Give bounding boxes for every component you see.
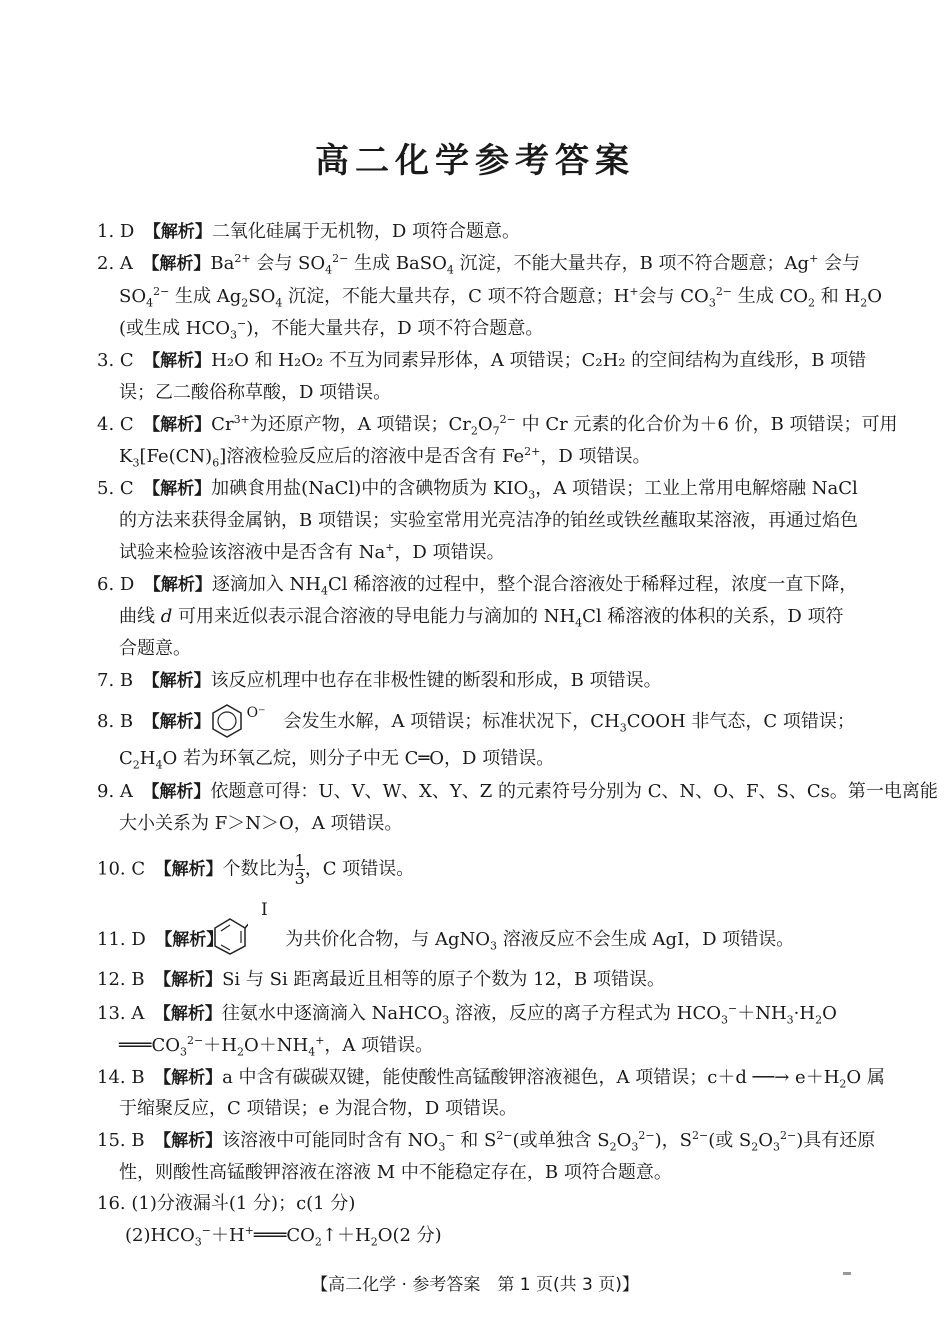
answer-10: 10. C 【解析】个数比为 $\frac{1}{3}$ ，C 项错误。 [97, 851, 415, 888]
answer-1: 1. D 【解析】二氧化硅属于无机物，D 项符合题意。 [97, 221, 520, 242]
answer-16-line-2: $(2)HCO_3^-+H^+═══CO_2↑+H_2O(2$ 分) [125, 1224, 442, 1249]
answer-2-line-3: (或生成 $HCO_3^-$)，不能大量共存，D 项不符合题意。 [119, 317, 544, 342]
phenoxide-ion-label: O⁻ [246, 705, 266, 721]
page-footer: 【高二化学 · 参考答案 第 1 页(共 3 页)】 [311, 1275, 639, 1295]
answer-2-line-2: $SO_4^{2-}$ 生成 $Ag_2SO_4$ 沉淀，不能大量共存，C 项不符合题意；H+会与 $CO_3^{2-}$ 生成 $CO_2$ 和 $H_2O$ [119, 285, 882, 310]
fraction-one-third: $\frac{1}{3}$ [294, 851, 305, 888]
answer-11: 11. D 【解析】 为共价化合物，与 AgNO$_3$ 溶液反应不会生成 AgI，D 项错误。 [97, 929, 795, 953]
answer-7: 7. B 【解析】该反应机理中也存在非极性键的断裂和形成，B 项错误。 [97, 670, 662, 691]
answer-8-line-2: $C_2H_4O$ 若为环氧乙烷，则分子中无 C═O，D 项错误。 [119, 748, 555, 772]
answer-5-line-2: 的方法来获得金属钠，B 项错误；实验室常用光亮洁净的铂丝或铁丝蘸取某溶液，再通过焰色 [119, 510, 858, 531]
answer-6-line-3: 合题意。 [119, 638, 191, 659]
answer-3-line-1: 3. C 【解析】H₂O 和 H₂O₂ 不互为同素异形体，A 项错误；C₂H₂ 的空间结构为直线形，B 项错 [97, 350, 867, 371]
page-title: 高二化学参考答案 [315, 141, 635, 181]
iodine-substituent: I [261, 900, 268, 920]
answer-15-line-1: 15. B 【解析】该溶液中可能同时含有 $NO_3^-$ 和 $S^{2-}$(或单独含 $S_2O_3^{2-}$)，$S^{2-}$(或 $S_2O_3^{2-}$)具有还原 [97, 1129, 876, 1154]
answer-16-line-1: 16. (1)分液漏斗(1 分)；c(1 分) [97, 1193, 356, 1214]
answer-8-line-1: 8. B 【解析】 $^{O^-}$ 会发生水解，A 项错误；标准状况下，$CH_3COOH$ 非气态，C 项错误； [97, 705, 855, 735]
answer-5-line-3: 试验来检验该溶液中是否含有 Na+，D 项错误。 [119, 541, 505, 563]
answer-13-line-2: $═══CO_3^{2-}+H_2O+NH_4^+$，A 项错误。 [119, 1034, 434, 1059]
scan-mark [843, 1272, 851, 1275]
answer-2-line-1: 2. A 【解析】$Ba^{2+}$ 会与 $SO_4^{2-}$ 生成 BaSO$_4$ 沉淀，不能大量共存，B 项不符合题意；Ag+ 会与 [97, 252, 861, 277]
answer-6-line-2: 曲线 d 可用来近似表示混合溶液的导电能力与滴加的 $NH_4Cl$ 稀溶液的体积的关系，D 项符 [119, 606, 844, 630]
answer-13-line-1: 13. A 【解析】往氨水中逐滴滴入 NaHCO$_3$ 溶液，反应的离子方程式为 $HCO_3^-+NH_3\cdot H_2O$ [97, 1002, 837, 1027]
answer-4-line-2: $K_3[Fe(CN)_6]$溶液检验反应后的溶液中是否含有 $Fe^{2+}$，D 项错误。 [119, 445, 651, 470]
answer-4-line-1: 4. C 【解析】$Cr^{3+}$为还原产物，A 项错误；$Cr_2O_7^{2-}$ 中 Cr 元素的化合价为＋6 价，B 项错误；可用 [97, 413, 898, 438]
answer-6-line-1: 6. D 【解析】逐滴加入 $NH_4Cl$ 稀溶液的过程中，整个混合溶液处于稀释过程，浓度一直下降， [97, 574, 858, 598]
answer-9-line-1: 9. A 【解析】依题意可得：U、V、W、X、Y、Z 的元素符号分别为 C、N、O、F、S、Cs。第一电离能 [97, 781, 938, 802]
answer-12: 12. B 【解析】Si 与 Si 距离最近且相等的原子个数为 12，B 项错误。 [97, 969, 665, 990]
answer-15-line-2: 性，则酸性高锰酸钾溶液在溶液 M 中不能稳定存在，B 项符合题意。 [119, 1162, 672, 1183]
answer-5-line-1: 5. C 【解析】加碘食用盐(NaCl)中的含碘物质为 $KIO_3$，A 项错误；工业上常用电解熔融 NaCl [97, 478, 858, 502]
answer-14-line-1: 14. B 【解析】a 中含有碳碳双键，能使酸性高锰酸钾溶液褪色，A 项错误；c＋d ──→ $e+H_2O$ 属 [97, 1067, 885, 1091]
benzene-ring-icon [210, 702, 244, 738]
answer-3-line-2: 误；乙二酸俗称草酸，D 项错误。 [119, 382, 392, 403]
answer-14-line-2: 于缩聚反应，C 项错误；e 为混合物，D 项错误。 [119, 1098, 518, 1119]
answer-9-line-2: 大小关系为 F＞N＞O，A 项错误。 [119, 813, 403, 834]
